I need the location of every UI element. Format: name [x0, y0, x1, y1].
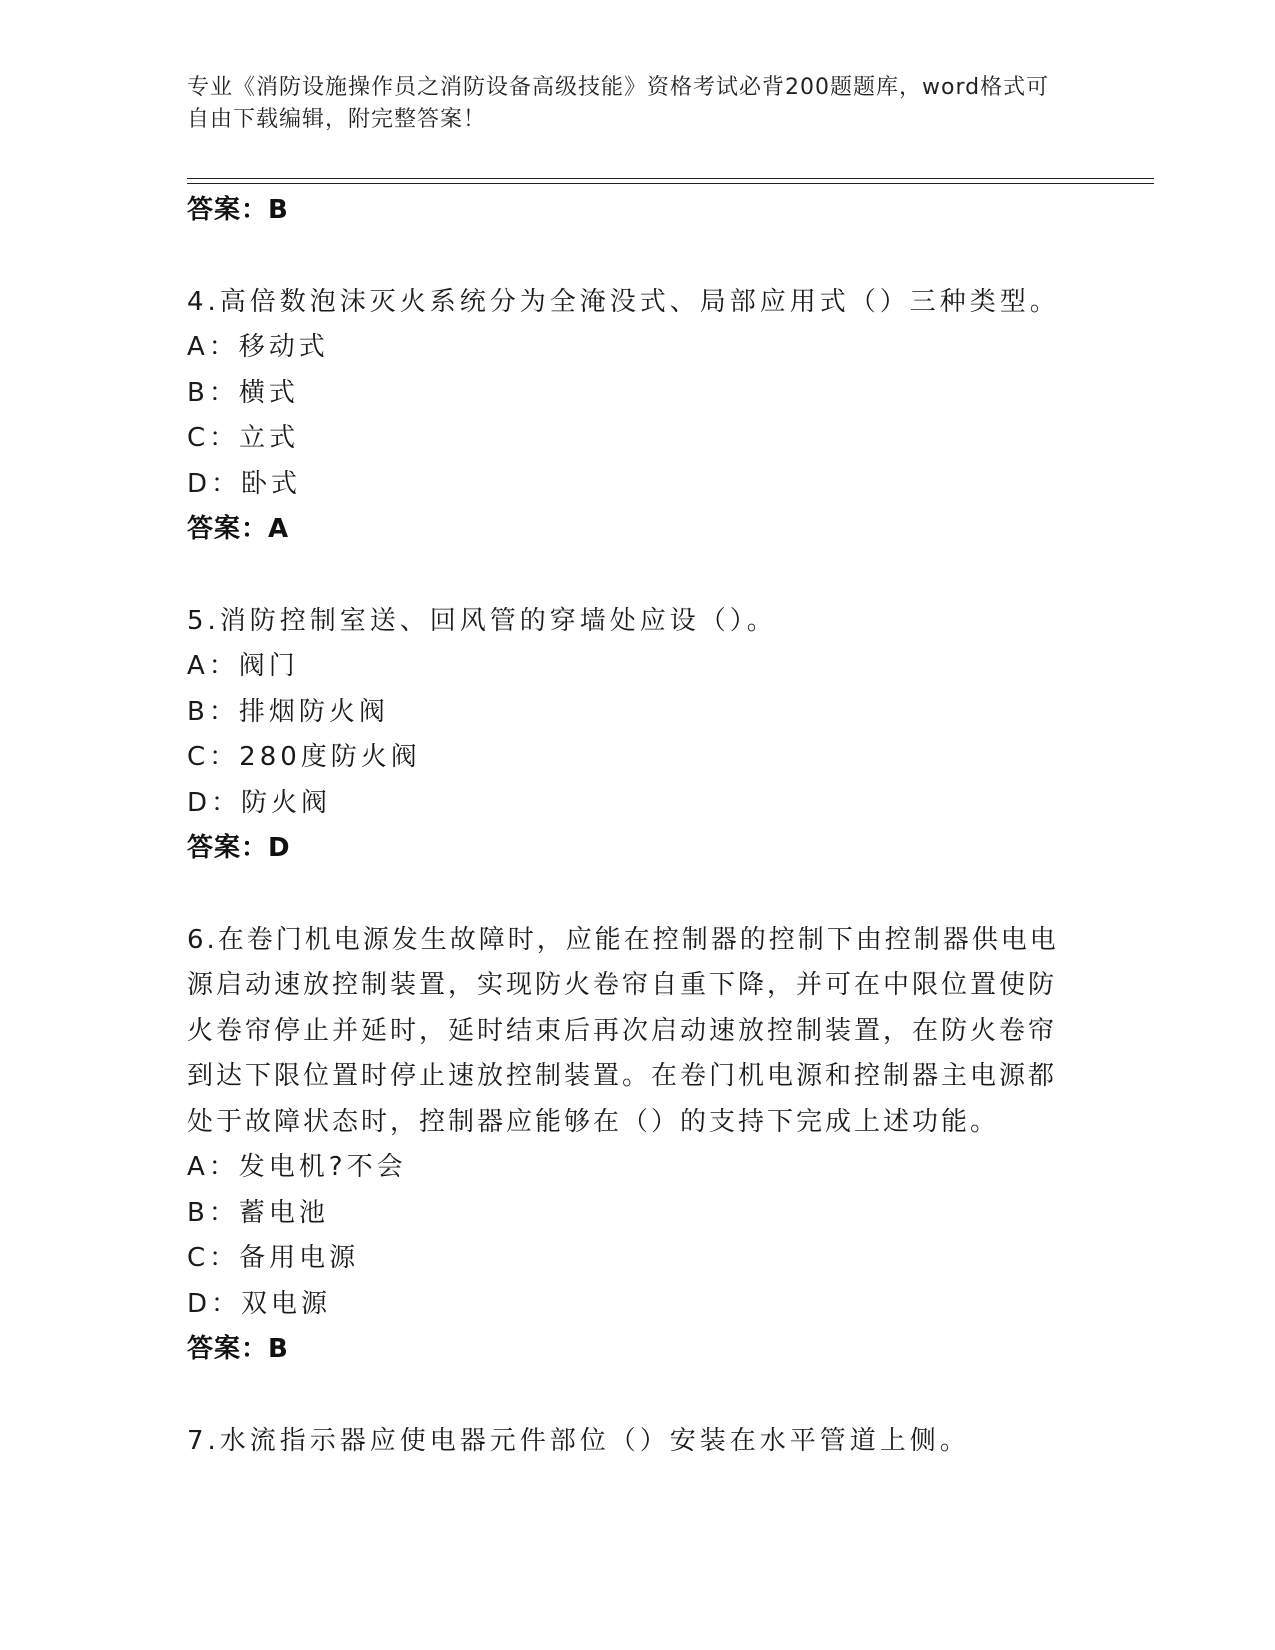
question-4: [187, 280, 1067, 553]
option-b: B：蓄电池: [187, 1197, 329, 1228]
option-a: A：阀门: [187, 651, 299, 681]
option-c: C：立式: [187, 423, 300, 453]
option-a: A：发电机?不会: [187, 1152, 407, 1182]
answer-q4: 答案：A: [187, 514, 290, 544]
spacer: [187, 553, 1067, 599]
option-d: D：防火阀: [187, 787, 332, 818]
spacer: [187, 1373, 1067, 1419]
answer-q6: 答案：B: [187, 1334, 289, 1364]
option-c: C：备用电源: [187, 1243, 360, 1273]
header-divider: [187, 178, 1154, 184]
question-7: [187, 1419, 1067, 1465]
document-header: 专业《消防设施操作员之消防设备高级技能》资格考试必背200题题库，word格式可自由下载编辑，附完整答案！: [187, 75, 1050, 132]
spacer: [187, 234, 1067, 280]
question-stem: 7.水流指示器应使电器元件部位（）安装在水平管道上侧。: [187, 1425, 970, 1456]
question-5: [187, 599, 1067, 872]
option-b: B：横式: [187, 377, 299, 408]
document-body: [187, 188, 1067, 1464]
spacer: [187, 872, 1067, 918]
option-d: D：双电源: [187, 1288, 332, 1319]
question-stem: 5.消防控制室送、回风管的穿墙处应设（）。: [187, 605, 777, 636]
option-d: D：卧式: [187, 468, 302, 499]
option-a: A：移动式: [187, 332, 329, 362]
option-c: C：280度防火阀: [187, 742, 421, 772]
answer-q3: 答案：B: [187, 195, 289, 225]
question-6: [187, 918, 1067, 1373]
answer-q5: 答案：D: [187, 833, 291, 863]
question-stem: 4.高倍数泡沫灭火系统分为全淹没式、局部应用式（）三种类型。: [187, 286, 1060, 317]
question-stem: 6.在卷门机电源发生故障时，应能在控制器的控制下由控制器供电电源启动速放控制装置，实现防火卷帘自重下降，并可在中限位置使防火卷帘停止并延时，延时结束后再次启动速放控制装置，在防火卷帘到达下限位置时停止速放控制装置。在卷门机电源和控制器主电源都处于故障状态时，控制器应能够在（）的支持下完成上述功能。: [187, 924, 1059, 1137]
option-b: B：排烟防火阀: [187, 696, 389, 727]
